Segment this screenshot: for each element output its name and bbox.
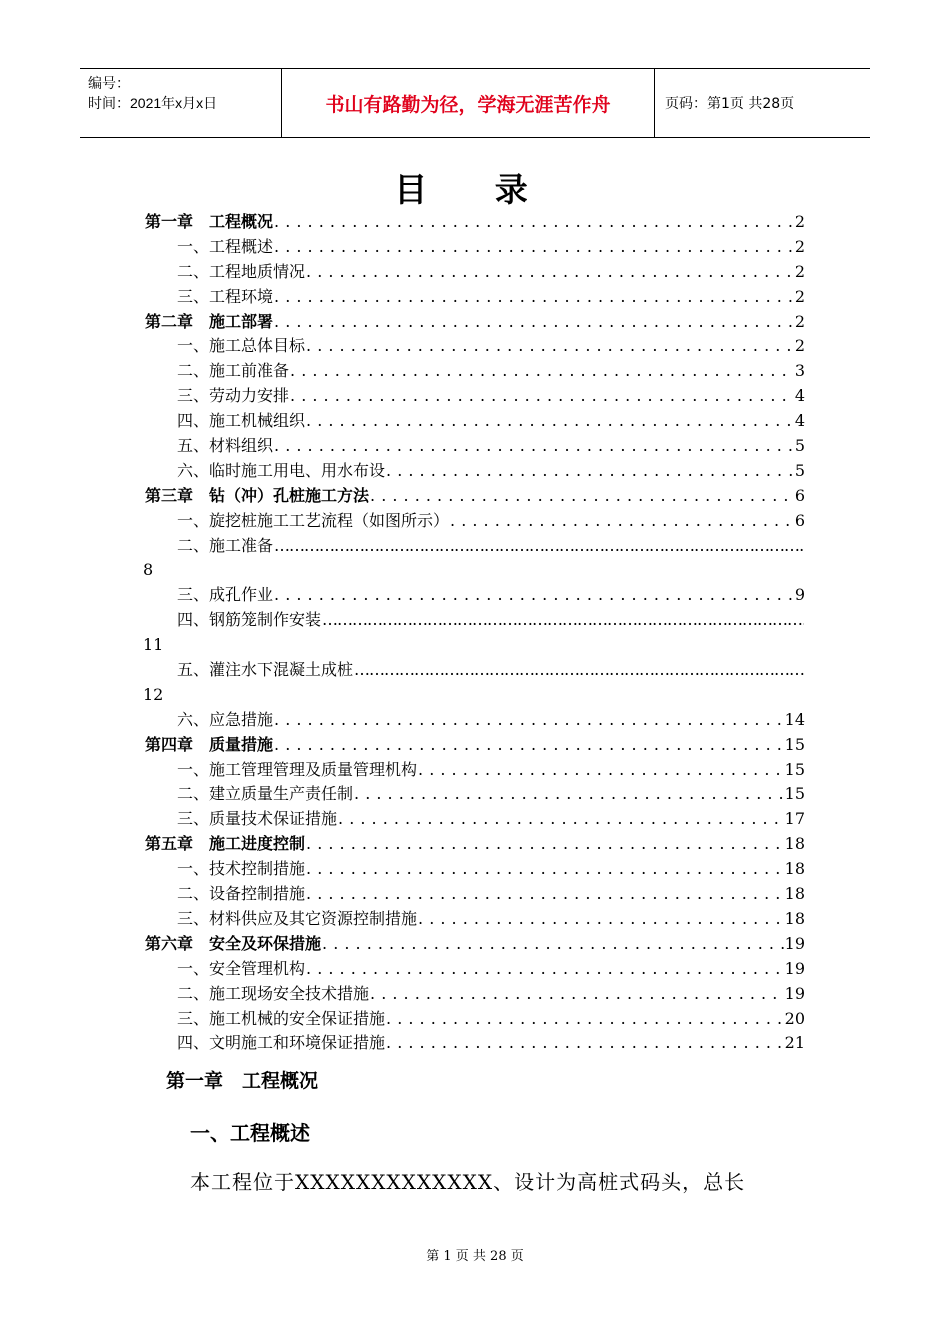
toc-entry-page: 21	[784, 1033, 805, 1053]
toc-leader-dots	[290, 359, 794, 384]
toc-chapter-entry[interactable]	[145, 310, 805, 335]
toc-chapter-entry[interactable]	[145, 832, 805, 857]
toc-entry-page: 2	[794, 236, 805, 256]
toc-section-entry[interactable]	[145, 459, 805, 484]
toc-entry-label: 三、质量技术保证措施	[177, 809, 338, 829]
toc-entry-page: 2	[794, 286, 805, 306]
toc-entry-label: 六、临时施工用电、用水布设	[177, 460, 386, 480]
toc-section-entry[interactable]	[145, 534, 805, 559]
toc-section-entry[interactable]	[145, 982, 805, 1007]
toc-leader-dots	[450, 509, 794, 534]
toc-entry-label: 二、施工前准备	[177, 361, 290, 381]
toc-entry-page: 2	[794, 311, 805, 331]
toc-entry-page: 19	[784, 933, 805, 953]
toc-leader-dots	[274, 310, 794, 335]
toc-leader-dots	[354, 658, 804, 683]
toc-leader-dots	[274, 235, 794, 260]
toc-section-entry[interactable]	[145, 857, 805, 882]
toc-entry-page: 15	[784, 734, 805, 754]
page-footer: 第 1 页 共 28 页	[426, 1249, 524, 1264]
toc-entry-page: 3	[794, 361, 805, 381]
toc-entry-label: 五、材料组织	[177, 436, 274, 456]
toc-entry-label: 四、施工机械组织	[177, 411, 306, 431]
toc-section-entry[interactable]	[145, 782, 805, 807]
toc-section-entry[interactable]	[145, 409, 805, 434]
toc-entry-page: 2	[794, 212, 805, 231]
toc-entry-page: 18	[784, 908, 805, 928]
toc-entry-page: 5	[794, 436, 805, 456]
toc-entry-page: 14	[784, 709, 805, 729]
toc-entry-page: 17	[784, 809, 805, 829]
toc-leader-dots	[370, 982, 784, 1007]
toc-entry-label: 三、劳动力安排	[177, 386, 290, 406]
header-meta-cell	[80, 69, 282, 137]
toc-leader-dots	[338, 807, 784, 832]
toc-leader-dots	[354, 782, 784, 807]
toc-entry-page: 18	[784, 834, 805, 854]
toc-entry-page: 4	[794, 411, 805, 431]
toc-section-entry[interactable]	[145, 359, 805, 384]
toc-title: 目 录	[394, 170, 556, 209]
header-page-info: 页码：第1页 共28页	[665, 96, 795, 112]
toc-entry-page: 6	[794, 510, 805, 530]
body-paragraph: 本工程位于XXXXXXXXXXXXX、设计为高桩式码头，总长	[190, 1170, 746, 1194]
toc-entry-label: 第三章 钻（冲）孔桩施工方法	[145, 485, 370, 505]
toc-section-entry[interactable]	[145, 235, 805, 260]
toc-leader-dots	[306, 334, 794, 359]
toc-entry-page: 2	[794, 336, 805, 356]
toc-entry-page: 2	[794, 261, 805, 281]
toc-section-entry[interactable]	[145, 384, 805, 409]
toc-section-entry[interactable]	[145, 957, 805, 982]
toc-entry-label: 二、施工现场安全技术措施	[177, 983, 370, 1003]
header-motto: 书山有路勤为径，学海无涯苦作舟	[282, 69, 655, 137]
toc-section-entry[interactable]	[145, 285, 805, 310]
toc-entry-page: 15	[784, 759, 805, 779]
toc-entry-label: 第一章 工程概况	[145, 212, 274, 231]
toc-leader-dots	[306, 857, 784, 882]
toc-entry-page: 20	[784, 1008, 805, 1028]
toc-chapter-entry[interactable]	[145, 210, 805, 235]
toc-section-entry[interactable]	[145, 509, 805, 534]
toc-section-entry[interactable]	[145, 608, 805, 633]
toc-entry-label: 二、工程地质情况	[177, 261, 306, 281]
toc-leader-dots	[306, 409, 794, 434]
toc-entry-label: 三、施工机械的安全保证措施	[177, 1008, 386, 1028]
section-heading: 一、工程概述	[190, 1121, 310, 1145]
toc-chapter-entry[interactable]	[145, 932, 805, 957]
toc-entry-label: 二、建立质量生产责任制	[177, 784, 354, 804]
toc-leader-dots	[274, 285, 794, 310]
toc-section-entry[interactable]	[145, 907, 805, 932]
toc-section-entry[interactable]	[145, 1007, 805, 1032]
toc-entry-label: 三、工程环境	[177, 286, 274, 306]
toc-entry-label: 六、应急措施	[177, 709, 274, 729]
toc-entry-page: 19	[784, 983, 805, 1003]
header-table	[80, 68, 870, 138]
toc-entry-label: 第二章 施工部署	[145, 311, 274, 331]
toc-entry-page: 15	[784, 784, 805, 804]
toc-entry-label: 三、成孔作业	[177, 585, 274, 605]
toc-entry-label: 一、技术控制措施	[177, 859, 306, 879]
toc-section-entry[interactable]	[145, 1031, 805, 1056]
toc-entry-page-wrapped: 12	[143, 684, 164, 704]
toc-section-entry[interactable]	[145, 583, 805, 608]
toc-entry-label: 四、文明施工和环境保证措施	[177, 1033, 386, 1053]
toc-leader-dots	[386, 1031, 784, 1056]
toc-leader-dots	[274, 534, 804, 559]
toc-entry-page: 6	[794, 485, 805, 505]
number-label: 编号：	[88, 75, 130, 91]
toc-leader-dots	[306, 260, 794, 285]
toc-section-entry[interactable]	[145, 807, 805, 832]
toc-section-entry[interactable]	[145, 758, 805, 783]
toc-leader-dots	[370, 484, 794, 509]
toc-entry-page-wrapped: 8	[143, 560, 154, 580]
toc-entry-label: 二、设备控制措施	[177, 884, 306, 904]
toc-entry-label: 二、施工准备	[177, 535, 274, 555]
toc-leader-dots	[418, 907, 784, 932]
toc-entry-page: 18	[784, 859, 805, 879]
toc-entry-page: 5	[794, 460, 805, 480]
toc-entry-page: 18	[784, 884, 805, 904]
toc-leader-dots	[274, 210, 794, 235]
toc-leader-dots	[274, 733, 784, 758]
toc-leader-dots	[386, 459, 794, 484]
toc-entry-label: 三、材料供应及其它资源控制措施	[177, 908, 418, 928]
toc-entry-label: 五、灌注水下混凝土成桩	[177, 660, 354, 680]
toc-chapter-entry[interactable]	[145, 733, 805, 758]
table-of-contents	[145, 210, 805, 1056]
toc-leader-dots	[322, 608, 804, 633]
toc-chapter-entry[interactable]	[145, 484, 805, 509]
toc-leader-dots	[322, 932, 784, 957]
toc-entry-label: 一、安全管理机构	[177, 958, 306, 978]
toc-leader-dots	[290, 384, 794, 409]
toc-entry-label: 第六章 安全及环保措施	[145, 933, 322, 953]
toc-section-entry[interactable]	[145, 658, 805, 683]
toc-leader-dots	[306, 957, 784, 982]
toc-leader-dots	[418, 758, 784, 783]
toc-section-entry[interactable]	[145, 334, 805, 359]
toc-leader-dots	[386, 1007, 784, 1032]
toc-entry-label: 第五章 施工进度控制	[145, 834, 306, 854]
toc-entry-label: 一、施工总体目标	[177, 336, 306, 356]
toc-entry-label: 一、旋挖桩施工工艺流程（如图所示）	[177, 510, 450, 530]
toc-leader-dots	[274, 708, 784, 733]
toc-leader-dots	[306, 882, 784, 907]
toc-entry-page-wrapped: 11	[143, 635, 164, 655]
chapter-heading: 第一章 工程概况	[166, 1070, 319, 1092]
time-label: 时间：2021年x月x日	[88, 95, 218, 111]
toc-entry-page: 4	[794, 386, 805, 406]
toc-entry-label: 四、钢筋笼制作安装	[177, 610, 322, 630]
toc-entry-label: 一、工程概述	[177, 236, 274, 256]
toc-entry-page: 19	[784, 958, 805, 978]
toc-entry-label: 一、施工管理管理及质量管理机构	[177, 759, 418, 779]
toc-leader-dots	[274, 583, 794, 608]
toc-leader-dots	[274, 434, 794, 459]
toc-leader-dots	[306, 832, 784, 857]
toc-entry-label: 第四章 质量措施	[145, 734, 274, 754]
toc-entry-page: 9	[794, 585, 805, 605]
toc-section-entry[interactable]	[145, 434, 805, 459]
toc-section-entry[interactable]	[145, 260, 805, 285]
toc-section-entry[interactable]	[145, 708, 805, 733]
toc-section-entry[interactable]	[145, 882, 805, 907]
